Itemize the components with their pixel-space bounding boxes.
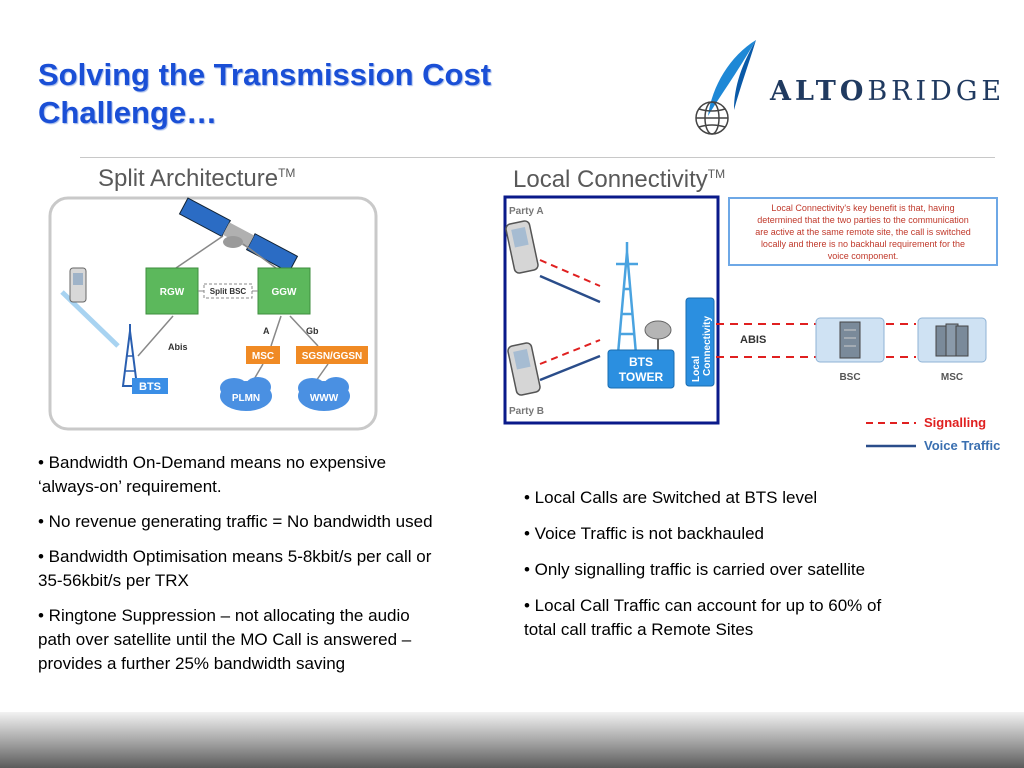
logo-wordmark (770, 76, 1005, 107)
right-bullet-item: • Only signalling traffic is carried over satellite (524, 560, 866, 579)
abis-label: Abis (168, 342, 188, 352)
callout-line-5: voice component. (827, 251, 899, 261)
logo-wordmark-bridge: BRIDGE (867, 76, 1006, 107)
mobile-phone-icon (70, 268, 86, 302)
right-bullet-item: • Local Calls are Switched at BTS level (524, 488, 818, 507)
www-label: WWW (309, 393, 339, 404)
party-a-label: Party A (509, 206, 544, 217)
right-bullet-item: • Local Call Traffic can account for up to 60% of total call traffic a Remote Sites (524, 596, 882, 639)
callout-line-3: are active at the same remote site, the call is switched (755, 227, 971, 237)
msc-server-icon (936, 324, 968, 356)
slide-title: Solving the Transmission Cost Challenge… (38, 57, 492, 130)
right-bullet-list (524, 486, 894, 654)
left-bullet-item: • Bandwidth Optimisation means 5-8kbit/s per call or 35-56kbit/s per TRX (38, 547, 432, 590)
bsc-server-icon (840, 322, 860, 358)
left-bullet-list (38, 451, 433, 687)
legend-signalling-label: Signalling (924, 415, 987, 430)
callout-line-2: determined that the two parties to the communication (757, 215, 969, 225)
bts-tower-label-2: TOWER (618, 370, 664, 384)
callout-line-1: Local Connectivity's key benefit is that, having (771, 203, 955, 213)
local-connectivity-label-1: Local (691, 355, 702, 382)
left-bullet-item: • Bandwidth On-Demand means no expensive ‘always-on’ requirement. (38, 453, 387, 496)
trademark-mark: TM (278, 166, 296, 180)
left-bullet-item: • No revenue generating traffic = No bandwidth used (38, 512, 433, 531)
bts-label: BTS (139, 381, 161, 393)
gb-interface-label: Gb (306, 326, 319, 336)
bts-tower-label-1: BTS (629, 355, 653, 369)
ggw-label: GGW (271, 287, 297, 298)
header-divider (80, 157, 995, 158)
split-bsc-label: Split BSC (209, 287, 247, 296)
msc-label: MSC (940, 372, 964, 383)
callout-line-4: locally and there is no backhaul requirement for the (760, 239, 966, 249)
split-architecture-diagram (48, 196, 378, 431)
local-connectivity-label-2: Connectivity (702, 315, 713, 376)
sgsn-label: SGSN/GGSN (301, 351, 363, 362)
footer-gradient-band (0, 712, 1024, 768)
local-connectivity-heading-text: Local Connectivity (513, 166, 708, 193)
left-bullet-item: • Ringtone Suppression – not allocating the audio path over satellite until the MO Call is answered – provides a further 25% bandwidth saving (38, 606, 412, 673)
rgw-label: RGW (159, 287, 185, 298)
trademark-mark: TM (707, 167, 726, 181)
party-b-label: Party B (509, 406, 545, 417)
abis-label: ABIS (740, 334, 767, 346)
local-connectivity-heading (513, 166, 725, 194)
logo-wordmark-alto: ALTO (770, 76, 868, 107)
legend-voice-label: Voice Traffic (924, 438, 1001, 453)
plmn-label: PLMN (231, 393, 261, 404)
split-architecture-heading-text: Split Architecture (98, 165, 279, 192)
local-connectivity-diagram (500, 194, 1012, 459)
a-interface-label: A (263, 326, 270, 336)
split-architecture-heading (98, 165, 295, 193)
bsc-label: BSC (839, 372, 861, 383)
right-bullet-item: • Voice Traffic is not backhauled (524, 524, 765, 543)
msc-label: MSC (251, 351, 275, 362)
